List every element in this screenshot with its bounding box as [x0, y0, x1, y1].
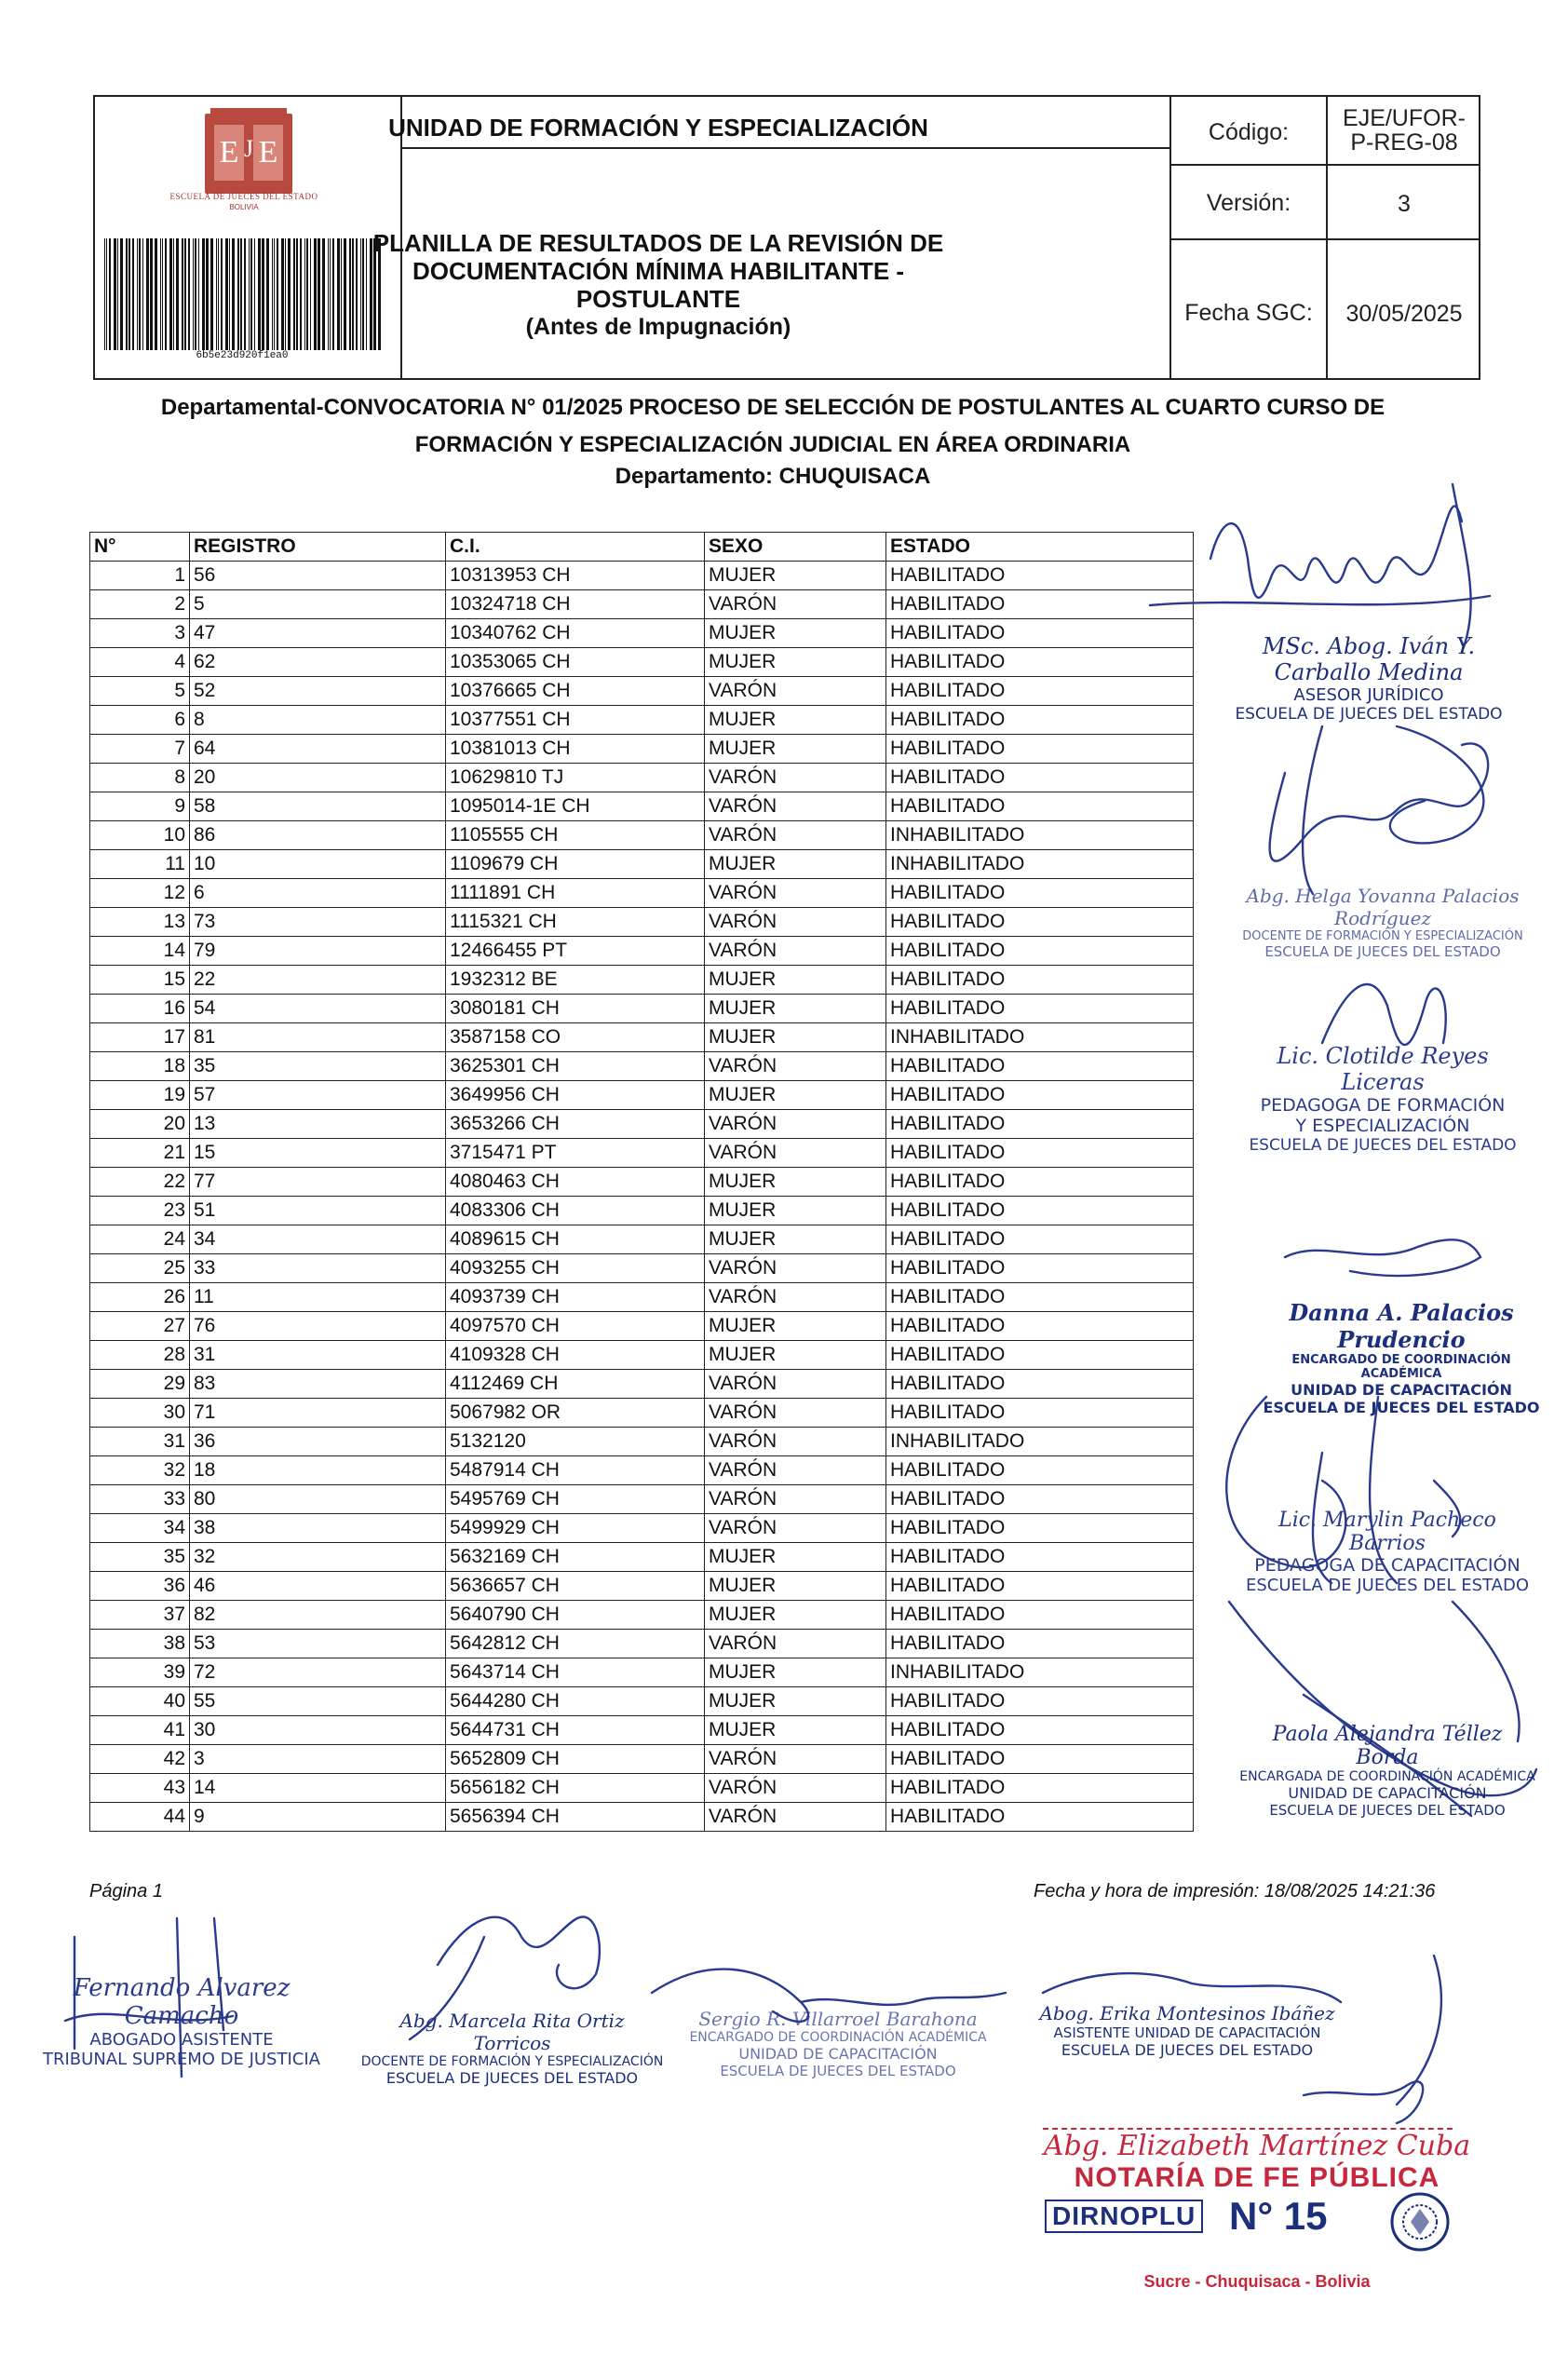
cell-numero: 13: [90, 908, 190, 937]
cell-registro: 57: [190, 1081, 446, 1110]
cell-sexo: VARÓN: [705, 590, 886, 619]
cell-registro: 8: [190, 706, 446, 735]
cell-estado: HABILITADO: [886, 879, 1194, 908]
cell-numero: 20: [90, 1110, 190, 1139]
codigo-value: EJE/UFOR- P-REG-08: [1343, 105, 1466, 156]
cell-sexo: VARÓN: [705, 1630, 886, 1658]
cell-numero: 2: [90, 590, 190, 619]
cell-estado: HABILITADO: [886, 562, 1194, 590]
cell-estado: HABILITADO: [886, 1745, 1194, 1774]
cell-estado: HABILITADO: [886, 677, 1194, 706]
cell-estado: INHABILITADO: [886, 821, 1194, 850]
cell-estado: HABILITADO: [886, 1341, 1194, 1370]
header-numero: N°: [90, 533, 190, 562]
cell-estado: INHABILITADO: [886, 1658, 1194, 1687]
cell-ci: 10381013 CH: [446, 735, 705, 764]
cell-sexo: VARÓN: [705, 937, 886, 966]
cell-registro: 31: [190, 1341, 446, 1370]
cell-numero: 15: [90, 966, 190, 995]
cell-registro: 79: [190, 937, 446, 966]
print-timestamp: Fecha y hora de impresión: 18/08/2025 14:21:36: [1034, 1881, 1436, 1902]
cell-ci: 4080463 CH: [446, 1168, 705, 1197]
cell-numero: 42: [90, 1745, 190, 1774]
cell-registro: 46: [190, 1572, 446, 1601]
cell-numero: 4: [90, 648, 190, 677]
cell-estado: HABILITADO: [886, 1225, 1194, 1254]
cell-numero: 41: [90, 1716, 190, 1745]
cell-registro: 11: [190, 1283, 446, 1312]
cell-estado: HABILITADO: [886, 1168, 1194, 1197]
cell-registro: 52: [190, 677, 446, 706]
cell-numero: 14: [90, 937, 190, 966]
cell-ci: 4089615 CH: [446, 1225, 705, 1254]
cell-sexo: VARÓN: [705, 1485, 886, 1514]
cell-sexo: MUJER: [705, 850, 886, 879]
logo-caption: ESCUELA DE JUECES DEL ESTADO: [169, 192, 318, 201]
cell-ci: 1115321 CH: [446, 908, 705, 937]
cell-estado: HABILITADO: [886, 1601, 1194, 1630]
cell-ci: 5067982 OR: [446, 1399, 705, 1428]
cell-numero: 28: [90, 1341, 190, 1370]
stamp-palacios-rodriguez: Abg. Helga Yovanna Palacios Rodríguez DOCENTE DE FORMACIÓN Y ESPECIALIZACIÓN ESCUELA DE JUECES DEL ESTADO: [1242, 885, 1523, 960]
cell-sexo: MUJER: [705, 966, 886, 995]
cell-sexo: VARÓN: [705, 1370, 886, 1399]
cell-numero: 31: [90, 1428, 190, 1456]
cell-numero: 40: [90, 1687, 190, 1716]
cell-sexo: VARÓN: [705, 1745, 886, 1774]
cell-registro: 47: [190, 619, 446, 648]
cell-numero: 39: [90, 1658, 190, 1687]
cell-sexo: VARÓN: [705, 908, 886, 937]
cell-estado: HABILITADO: [886, 792, 1194, 821]
stamp-carballo: MSc. Abog. Iván Y. Carballo Medina ASESOR JURÍDICO ESCUELA DE JUECES DEL ESTADO: [1235, 633, 1503, 724]
form-title: PLANILLA DE RESULTADOS DE LA REVISIÓN DE DOCUMENTACIÓN MÍNIMA HABILITANTE - POSTULANTE (Antes de Impugnación): [372, 229, 944, 340]
cell-numero: 44: [90, 1803, 190, 1832]
cell-registro: 33: [190, 1254, 446, 1283]
cell-registro: 56: [190, 562, 446, 590]
cell-numero: 24: [90, 1225, 190, 1254]
cell-numero: 18: [90, 1052, 190, 1081]
cell-sexo: VARÓN: [705, 677, 886, 706]
cell-estado: HABILITADO: [886, 1485, 1194, 1514]
svg-text:J: J: [243, 135, 254, 162]
fecha-sgc-label: Fecha SGC:: [1184, 300, 1313, 326]
cell-registro: 55: [190, 1687, 446, 1716]
cell-ci: 10313953 CH: [446, 562, 705, 590]
cell-numero: 8: [90, 764, 190, 792]
cell-estado: HABILITADO: [886, 1774, 1194, 1803]
cell-estado: HABILITADO: [886, 648, 1194, 677]
cell-registro: 18: [190, 1456, 446, 1485]
cell-numero: 22: [90, 1168, 190, 1197]
cell-numero: 7: [90, 735, 190, 764]
cell-ci: 5636657 CH: [446, 1572, 705, 1601]
cell-numero: 43: [90, 1774, 190, 1803]
cell-sexo: VARÓN: [705, 821, 886, 850]
cell-sexo: MUJER: [705, 995, 886, 1023]
cell-sexo: VARÓN: [705, 1456, 886, 1485]
cell-sexo: MUJER: [705, 1601, 886, 1630]
cell-ci: 5487914 CH: [446, 1456, 705, 1485]
cell-numero: 35: [90, 1543, 190, 1572]
cell-estado: HABILITADO: [886, 1687, 1194, 1716]
cell-sexo: MUJER: [705, 1658, 886, 1687]
notary-city: Sucre - Chuquisaca - Bolivia: [1143, 2272, 1371, 2291]
cell-ci: 5632169 CH: [446, 1543, 705, 1572]
cell-sexo: MUJER: [705, 619, 886, 648]
cell-ci: 5644280 CH: [446, 1687, 705, 1716]
cell-numero: 9: [90, 792, 190, 821]
cell-sexo: MUJER: [705, 562, 886, 590]
cell-ci: 12466455 PT: [446, 937, 705, 966]
logo-caption-country: BOLIVIA: [229, 203, 259, 211]
cell-estado: HABILITADO: [886, 735, 1194, 764]
cell-registro: 13: [190, 1110, 446, 1139]
cell-registro: 38: [190, 1514, 446, 1543]
cell-ci: 10353065 CH: [446, 648, 705, 677]
cell-estado: HABILITADO: [886, 1456, 1194, 1485]
stamp-villarroel-barahona: Sergio R. Villarroel Barahona ENCARGADO DE COORDINACIÓN ACADÉMICA UNIDAD DE CAPACITACIÓN ESCUELA DE JUECES DEL ESTADO: [689, 2008, 987, 2079]
cell-numero: 10: [90, 821, 190, 850]
cell-estado: HABILITADO: [886, 1139, 1194, 1168]
header-sexo: SEXO: [705, 533, 886, 562]
codigo-label: Código:: [1208, 119, 1290, 145]
cell-sexo: MUJER: [705, 1687, 886, 1716]
cell-sexo: VARÓN: [705, 792, 886, 821]
cell-estado: HABILITADO: [886, 1081, 1194, 1110]
cell-registro: 64: [190, 735, 446, 764]
cell-registro: 20: [190, 764, 446, 792]
cell-sexo: VARÓN: [705, 1514, 886, 1543]
cell-ci: 4093255 CH: [446, 1254, 705, 1283]
cell-estado: HABILITADO: [886, 1572, 1194, 1601]
cell-ci: 5643714 CH: [446, 1658, 705, 1687]
cell-numero: 12: [90, 879, 190, 908]
cell-sexo: VARÓN: [705, 1283, 886, 1312]
stamp-alvarez-camacho: Fernando Alvarez Camacho ABOGADO ASISTENTE TRIBUNAL SUPREMO DE JUSTICIA: [43, 1974, 320, 2069]
cell-numero: 34: [90, 1514, 190, 1543]
cell-numero: 33: [90, 1485, 190, 1514]
cell-sexo: MUJER: [705, 1341, 886, 1370]
cell-sexo: VARÓN: [705, 1052, 886, 1081]
cell-sexo: MUJER: [705, 648, 886, 677]
cell-estado: HABILITADO: [886, 764, 1194, 792]
cell-estado: HABILITADO: [886, 1254, 1194, 1283]
cell-ci: 1095014-1E CH: [446, 792, 705, 821]
cell-estado: HABILITADO: [886, 706, 1194, 735]
header-estado: ESTADO: [886, 533, 1194, 562]
cell-sexo: MUJER: [705, 1081, 886, 1110]
stamp-reyes-liceras: Lic. Clotilde Reyes Liceras PEDAGOGA DE FORMACIÓN Y ESPECIALIZACIÓN ESCUELA DE JUECES DEL ESTADO: [1249, 1043, 1517, 1155]
cell-estado: INHABILITADO: [886, 850, 1194, 879]
cell-ci: 5656394 CH: [446, 1803, 705, 1832]
cell-estado: HABILITADO: [886, 1110, 1194, 1139]
cell-ci: 4097570 CH: [446, 1312, 705, 1341]
cell-sexo: MUJER: [705, 706, 886, 735]
departamento-label: Departamento: CHUQUISACA: [615, 464, 931, 489]
cell-ci: 3587158 CO: [446, 1023, 705, 1052]
cell-ci: 5642812 CH: [446, 1630, 705, 1658]
cell-estado: HABILITADO: [886, 1803, 1194, 1832]
cell-ci: 5132120: [446, 1428, 705, 1456]
cell-estado: HABILITADO: [886, 966, 1194, 995]
cell-estado: HABILITADO: [886, 590, 1194, 619]
stamp-palacios-prudencio: Danna A. Palacios Prudencio ENCARGADO DE COORDINACIÓN ACADÉMICA UNIDAD DE CAPACITACIÓN ESCUELA DE JUECES DEL ESTADO: [1263, 1299, 1540, 1416]
notary-stamp: Abg. Elizabeth Martínez Cuba NOTARÍA DE FE PÚBLICA DIRNOPLU N° 15 Sucre - Chuquisaca - Bolivia: [1034, 2128, 1480, 2292]
cell-sexo: MUJER: [705, 1225, 886, 1254]
cell-registro: 53: [190, 1630, 446, 1658]
cell-registro: 34: [190, 1225, 446, 1254]
cell-ci: 10376665 CH: [446, 677, 705, 706]
cell-registro: 30: [190, 1716, 446, 1745]
cell-registro: 15: [190, 1139, 446, 1168]
barcode-text: 6b5e23d920f1ea0: [196, 350, 289, 361]
cell-sexo: MUJER: [705, 1168, 886, 1197]
cell-numero: 11: [90, 850, 190, 879]
cell-numero: 37: [90, 1601, 190, 1630]
cell-registro: 6: [190, 879, 446, 908]
convocatoria-title: Departamental-CONVOCATORIA N° 01/2025 PROCESO DE SELECCIÓN DE POSTULANTES AL CUARTO CURSO DE FORMACIÓN Y ESPECIALIZACIÓN JUDICIAL EN ÁREA ORDINARIA: [160, 395, 1386, 457]
cell-ci: 1111891 CH: [446, 879, 705, 908]
cell-numero: 27: [90, 1312, 190, 1341]
cell-estado: INHABILITADO: [886, 1428, 1194, 1456]
cell-ci: 1109679 CH: [446, 850, 705, 879]
cell-numero: 32: [90, 1456, 190, 1485]
cell-numero: 1: [90, 562, 190, 590]
stamp-tellez-borda: Paola Alejandra Téllez Borda ENCARGADA DE COORDINACIÓN ACADÉMICA UNIDAD DE CAPACITACIÓN ESCUELA DE JUECES DEL ESTADO: [1239, 1723, 1535, 1819]
cell-sexo: MUJER: [705, 1197, 886, 1225]
cell-ci: 3625301 CH: [446, 1052, 705, 1081]
cell-registro: 10: [190, 850, 446, 879]
cell-numero: 29: [90, 1370, 190, 1399]
cell-ci: 10629810 TJ: [446, 764, 705, 792]
unit-title: UNIDAD DE FORMACIÓN Y ESPECIALIZACIÓN: [388, 114, 928, 142]
cell-sexo: VARÓN: [705, 1428, 886, 1456]
cell-sexo: MUJER: [705, 1312, 886, 1341]
cell-numero: 21: [90, 1139, 190, 1168]
svg-text:E: E: [258, 135, 278, 169]
cell-ci: 5652809 CH: [446, 1745, 705, 1774]
cell-registro: 62: [190, 648, 446, 677]
cell-registro: 14: [190, 1774, 446, 1803]
cell-ci: 3080181 CH: [446, 995, 705, 1023]
cell-sexo: VARÓN: [705, 1254, 886, 1283]
cell-estado: HABILITADO: [886, 995, 1194, 1023]
cell-ci: 3653266 CH: [446, 1110, 705, 1139]
cell-registro: 35: [190, 1052, 446, 1081]
cell-registro: 80: [190, 1485, 446, 1514]
cell-registro: 36: [190, 1428, 446, 1456]
cell-ci: 5656182 CH: [446, 1774, 705, 1803]
cell-registro: 58: [190, 792, 446, 821]
cell-ci: 5644731 CH: [446, 1716, 705, 1745]
cell-ci: 5499929 CH: [446, 1514, 705, 1543]
cell-sexo: MUJER: [705, 735, 886, 764]
cell-estado: HABILITADO: [886, 1716, 1194, 1745]
cell-registro: 83: [190, 1370, 446, 1399]
version-value: 3: [1398, 191, 1411, 217]
cell-sexo: VARÓN: [705, 1803, 886, 1832]
cell-ci: 4109328 CH: [446, 1341, 705, 1370]
stamp-ortiz-torricos: Abg. Marcela Rita Ortiz Torricos DOCENTE DE FORMACIÓN Y ESPECIALIZACIÓN ESCUELA DE JUECES DEL ESTADO: [360, 2010, 664, 2087]
cell-numero: 23: [90, 1197, 190, 1225]
cell-numero: 19: [90, 1081, 190, 1110]
cell-registro: 76: [190, 1312, 446, 1341]
cell-estado: HABILITADO: [886, 937, 1194, 966]
cell-registro: 32: [190, 1543, 446, 1572]
cell-sexo: VARÓN: [705, 1110, 886, 1139]
cell-estado: HABILITADO: [886, 908, 1194, 937]
page-number: Página 1: [89, 1881, 163, 1902]
cell-registro: 72: [190, 1658, 446, 1687]
cell-registro: 9: [190, 1803, 446, 1832]
cell-sexo: VARÓN: [705, 1399, 886, 1428]
cell-numero: 36: [90, 1572, 190, 1601]
cell-registro: 54: [190, 995, 446, 1023]
cell-numero: 38: [90, 1630, 190, 1658]
cell-estado: HABILITADO: [886, 1052, 1194, 1081]
cell-ci: 5640790 CH: [446, 1601, 705, 1630]
version-label: Versión:: [1206, 190, 1291, 216]
cell-sexo: VARÓN: [705, 879, 886, 908]
cell-registro: 3: [190, 1745, 446, 1774]
cell-registro: 5: [190, 590, 446, 619]
cell-ci: 4083306 CH: [446, 1197, 705, 1225]
cell-estado: HABILITADO: [886, 1197, 1194, 1225]
cell-estado: HABILITADO: [886, 1630, 1194, 1658]
svg-text:E: E: [219, 135, 239, 169]
cell-registro: 73: [190, 908, 446, 937]
cell-sexo: MUJER: [705, 1023, 886, 1052]
cell-registro: 71: [190, 1399, 446, 1428]
header-registro: REGISTRO: [190, 533, 446, 562]
dirnoplu-badge: DIRNOPLU: [1045, 2200, 1203, 2233]
notary-number: N° 15: [1229, 2194, 1328, 2238]
cell-registro: 86: [190, 821, 446, 850]
cell-ci: 4093739 CH: [446, 1283, 705, 1312]
cell-sexo: MUJER: [705, 1716, 886, 1745]
cell-sexo: VARÓN: [705, 1774, 886, 1803]
stamp-pacheco-barrios: Lic. Marylin Pacheco Barrios PEDAGOGA DE CAPACITACIÓN ESCUELA DE JUECES DEL ESTADO: [1245, 1509, 1529, 1595]
cell-ci: 1105555 CH: [446, 821, 705, 850]
cell-numero: 3: [90, 619, 190, 648]
cell-ci: 3715471 PT: [446, 1139, 705, 1168]
cell-ci: 10340762 CH: [446, 619, 705, 648]
cell-registro: 81: [190, 1023, 446, 1052]
cell-estado: HABILITADO: [886, 1399, 1194, 1428]
cell-ci: 4112469 CH: [446, 1370, 705, 1399]
cell-sexo: MUJER: [705, 1572, 886, 1601]
cell-numero: 25: [90, 1254, 190, 1283]
cell-estado: HABILITADO: [886, 1370, 1194, 1399]
cell-ci: 10377551 CH: [446, 706, 705, 735]
coat-of-arms-icon: [1387, 2185, 1453, 2259]
cell-numero: 26: [90, 1283, 190, 1312]
cell-estado: HABILITADO: [886, 1543, 1194, 1572]
cell-numero: 17: [90, 1023, 190, 1052]
cell-numero: 30: [90, 1399, 190, 1428]
header-ci: C.I.: [446, 533, 705, 562]
cell-estado: INHABILITADO: [886, 1023, 1194, 1052]
cell-ci: 10324718 CH: [446, 590, 705, 619]
fecha-sgc-value: 30/05/2025: [1345, 301, 1463, 327]
cell-ci: 5495769 CH: [446, 1485, 705, 1514]
cell-sexo: VARÓN: [705, 764, 886, 792]
cell-estado: HABILITADO: [886, 1283, 1194, 1312]
cell-numero: 5: [90, 677, 190, 706]
stamp-montesinos-ibanez: Abog. Erika Montesinos Ibáñez ASISTENTE UNIDAD DE CAPACITACIÓN ESCUELA DE JUECES DEL ESTADO: [1039, 2002, 1335, 2059]
cell-registro: 22: [190, 966, 446, 995]
cell-sexo: VARÓN: [705, 1139, 886, 1168]
cell-numero: 16: [90, 995, 190, 1023]
cell-ci: 1932312 BE: [446, 966, 705, 995]
cell-estado: HABILITADO: [886, 619, 1194, 648]
cell-registro: 51: [190, 1197, 446, 1225]
cell-sexo: MUJER: [705, 1543, 886, 1572]
cell-estado: HABILITADO: [886, 1514, 1194, 1543]
cell-registro: 77: [190, 1168, 446, 1197]
cell-registro: 82: [190, 1601, 446, 1630]
cell-ci: 3649956 CH: [446, 1081, 705, 1110]
cell-estado: HABILITADO: [886, 1312, 1194, 1341]
cell-numero: 6: [90, 706, 190, 735]
